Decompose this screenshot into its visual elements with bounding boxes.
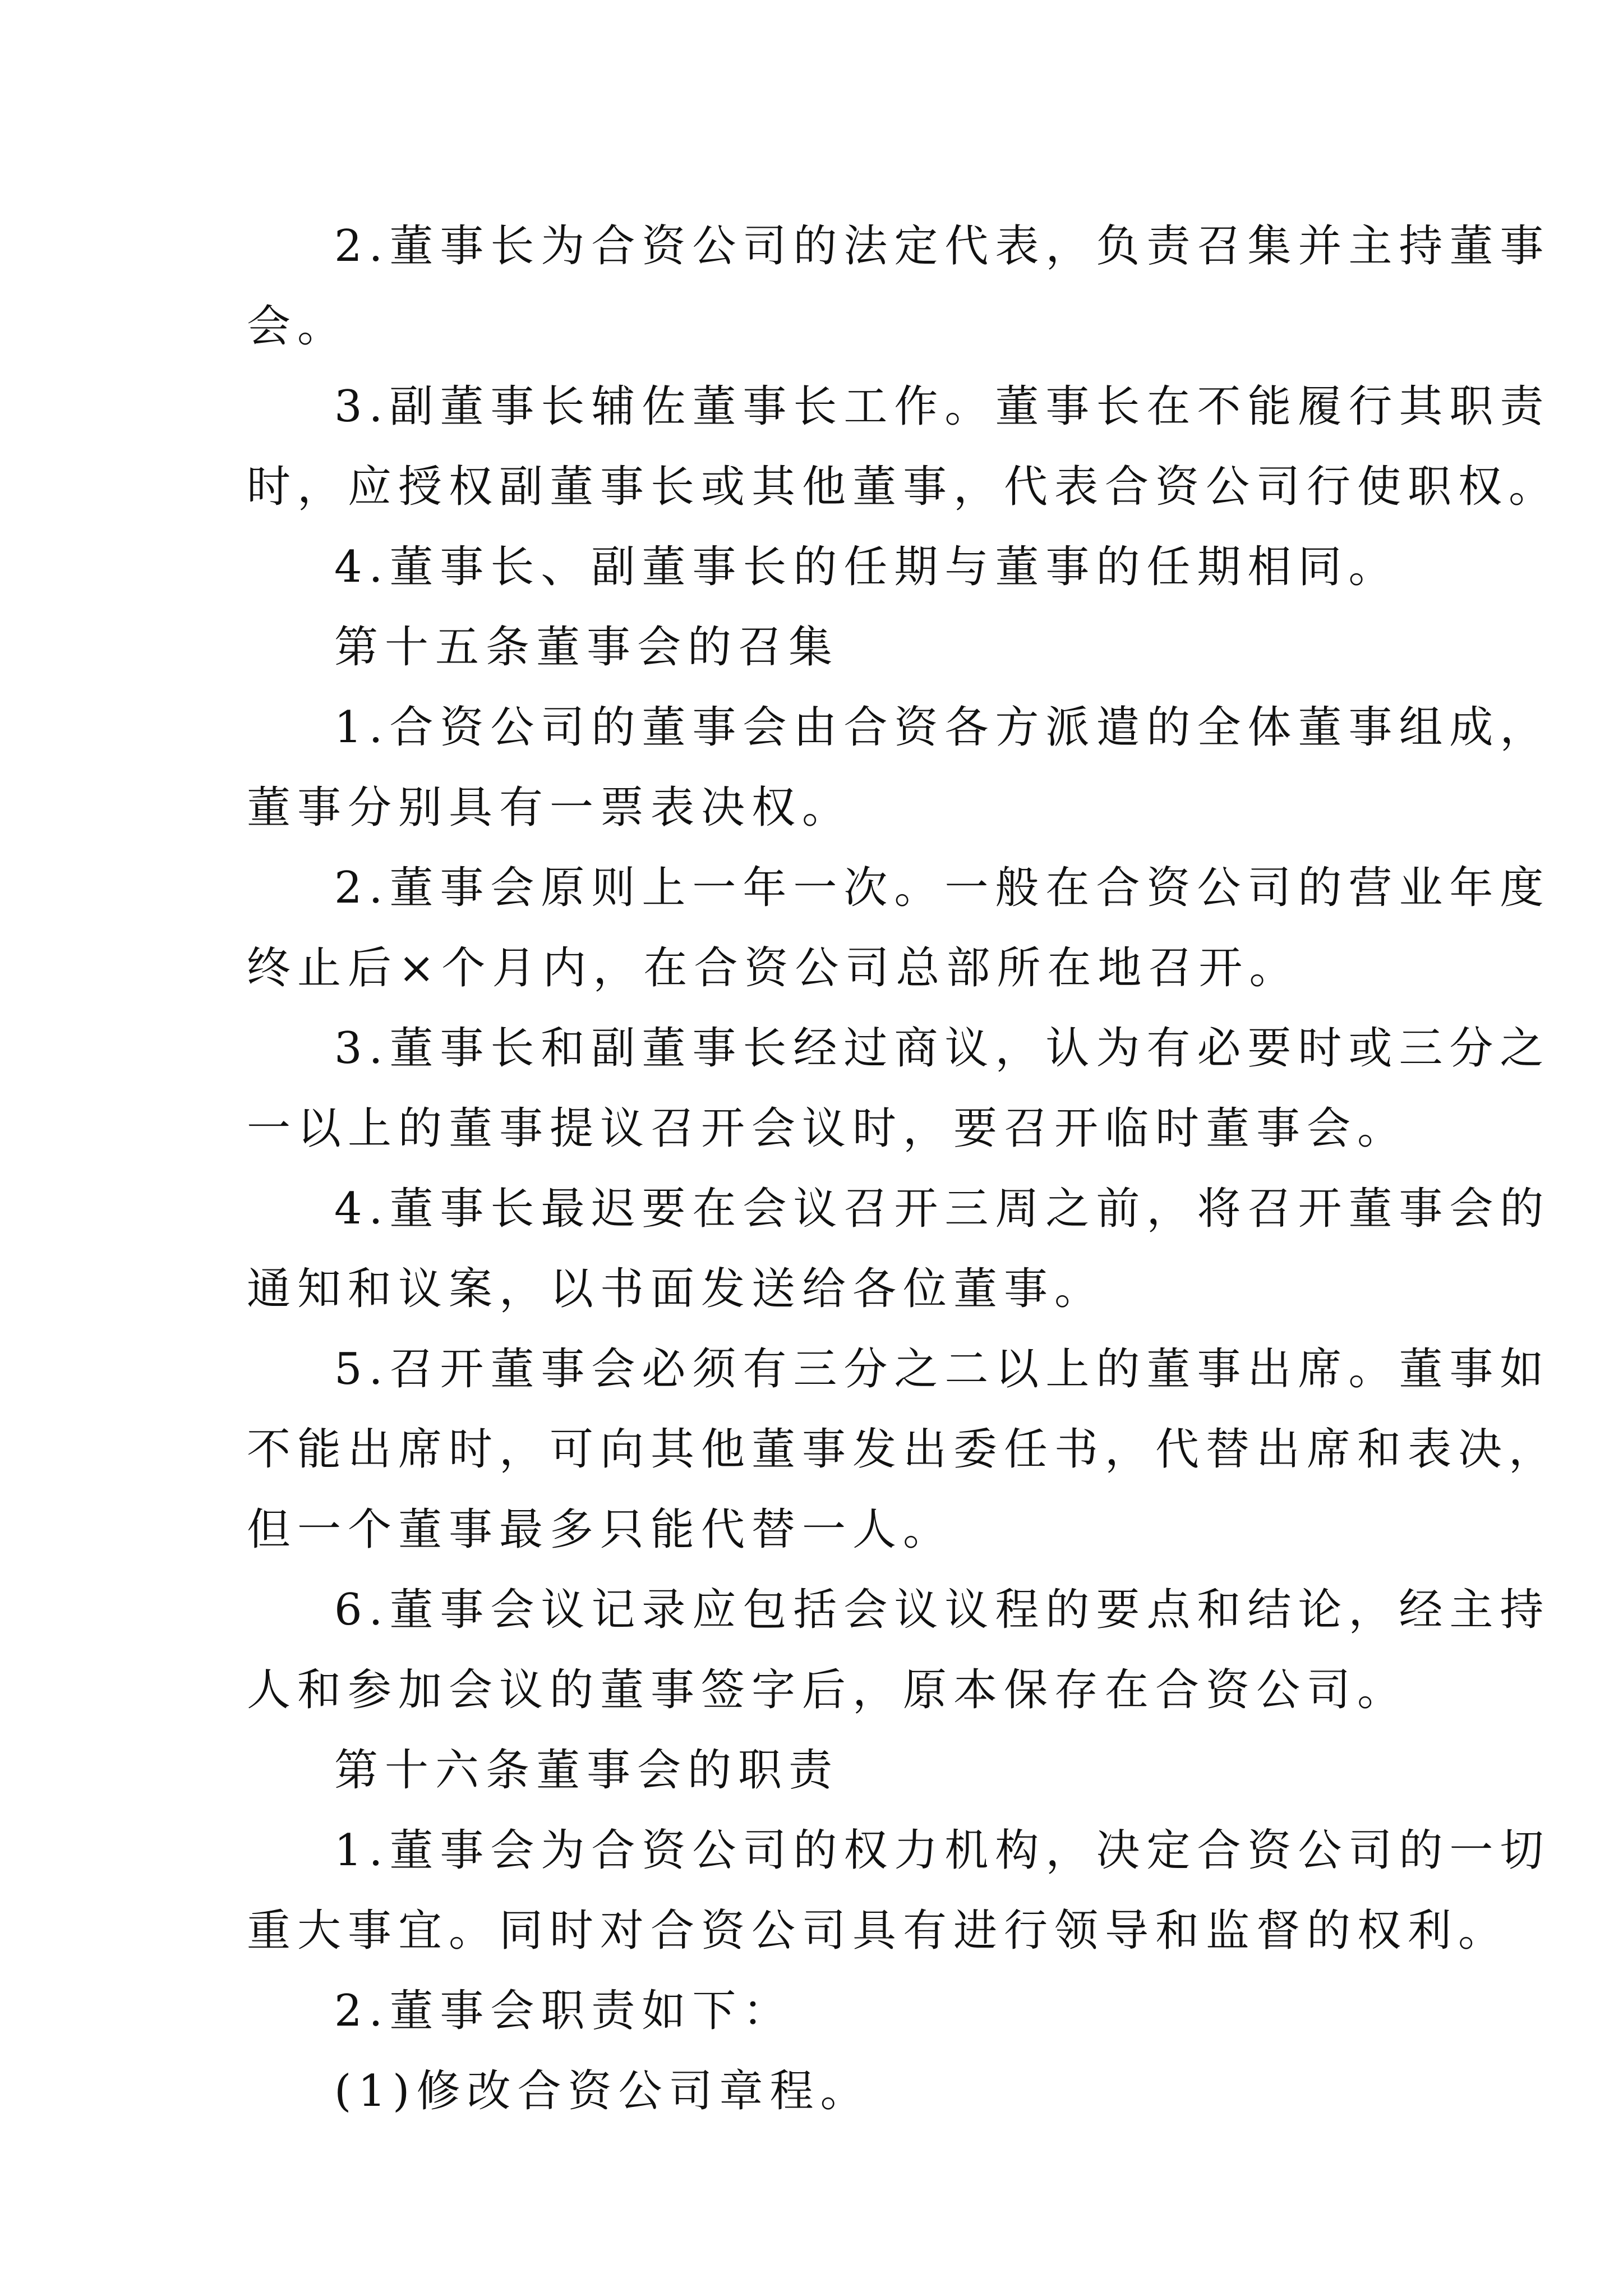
text-line: 一以上的董事提议召开会议时，要召开临时董事会。 (247, 1103, 1408, 1154)
text-line: 1.董事会为合资公司的权力机构，决定合资公司的一切 (334, 1825, 1551, 1876)
text-line: 5.召开董事会必须有三分之二以上的董事出席。董事如 (334, 1344, 1551, 1395)
text-line: 董事分别具有一票表决权。 (247, 783, 853, 833)
text-line: 不能出席时，可向其他董事发出委任书，代替出席和表决， (247, 1424, 1560, 1475)
text-line: 4.董事长、副董事长的任期与董事的任期相同。 (334, 542, 1399, 592)
text-line: 时，应授权副董事长或其他董事，代表合资公司行使职权。 (247, 462, 1560, 512)
text-line: 6.董事会议记录应包括会议议程的要点和结论，经主持 (334, 1585, 1551, 1635)
text-line: 2.董事长为合资公司的法定代表，负责召集并主持董事 (334, 221, 1551, 272)
text-line: (1)修改合资公司章程。 (334, 2066, 871, 2116)
text-line: 3.副董事长辅佐董事长工作。董事长在不能履行其职责 (334, 381, 1551, 432)
text-line: 会。 (247, 301, 348, 352)
text-line: 4.董事长最迟要在会议召开三周之前，将召开董事会的 (334, 1184, 1551, 1234)
text-line: 终止后×个月内，在合资公司总部所在地召开。 (247, 943, 1300, 993)
text-line: 通知和议案，以书面发送给各位董事。 (247, 1264, 1105, 1314)
document-body (247, 206, 1560, 2132)
text-line: 人和参加会议的董事签字后，原本保存在合资公司。 (247, 1665, 1408, 1715)
text-line: 2.董事会职责如下： (334, 1986, 794, 2036)
text-line: 但一个董事最多只能代替一人。 (247, 1504, 954, 1555)
section-heading-15: 第十五条董事会的召集 (334, 622, 840, 673)
text-line: 重大事宜。同时对合资公司具有进行领导和监督的权利。 (247, 1906, 1509, 1956)
text-line: 1.合资公司的董事会由合资各方派遣的全体董事组成， (334, 702, 1551, 753)
text-line: 3.董事长和副董事长经过商议，认为有必要时或三分之 (334, 1023, 1551, 1074)
section-heading-16: 第十六条董事会的职责 (334, 1745, 840, 1796)
text-line: 2.董事会原则上一年一次。一般在合资公司的营业年度 (334, 863, 1551, 913)
